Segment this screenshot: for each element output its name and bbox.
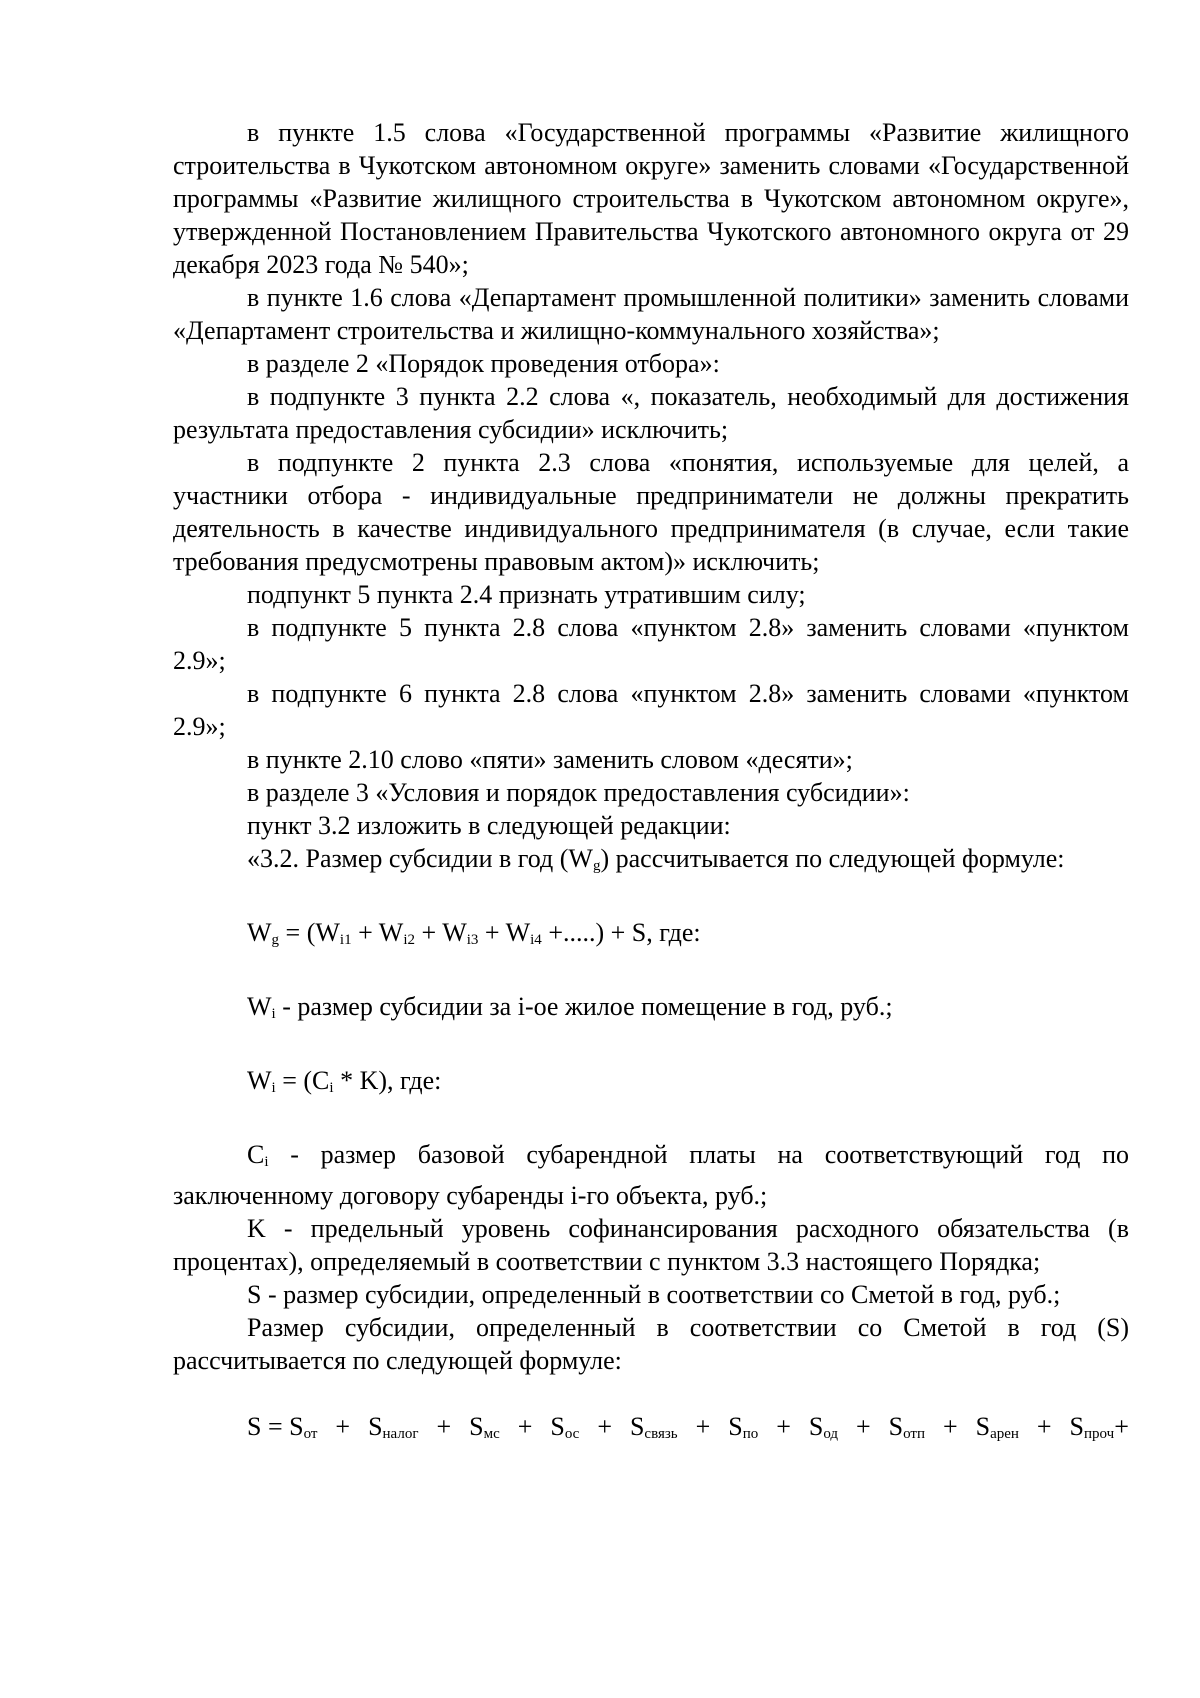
paragraph-2-8-sub5: в подпункте 5 пункта 2.8 слова «пунктом 2.8» заменить словами «пунктом 2.9»; bbox=[173, 613, 1129, 675]
formula-s-term: $S_{ос}$ bbox=[550, 1412, 580, 1442]
paragraph-2-8-sub6: в подпункте 6 пункта 2.8 слова «пунктом 2.8» заменить словами «пунктом 2.9»; bbox=[173, 679, 1129, 741]
formula-s-plus: + bbox=[695, 1412, 711, 1441]
formula-s-plus: + bbox=[436, 1412, 452, 1441]
formula-s-plus: + bbox=[517, 1412, 533, 1441]
paragraph-2-4: подпункт 5 пункта 2.4 признать утратившим силу; bbox=[247, 580, 806, 609]
definition-k: K - предельный уровень софинансирования расходного обязательства (в процентах), определяемый в соответствии с пунктом 3.3 настоящего Порядка; bbox=[173, 1214, 1129, 1276]
formula-s-term: $S_{по}$ bbox=[728, 1412, 759, 1442]
formula-s-term: $S_{од}$ bbox=[808, 1412, 839, 1442]
paragraph-3-2-text: «3.2. Размер субсидии в год $(W_g)$ рассчитывается по следующей формуле: bbox=[247, 844, 1065, 874]
formula-s-plus: + bbox=[597, 1412, 612, 1441]
formula-wg: $W_g = (W_{i1} + W_{i2} + W_{i3} + W_{i4}$ +.....) + S, где: bbox=[247, 918, 701, 948]
paragraph-section-2: в разделе 2 «Порядок проведения отбора»: bbox=[247, 349, 720, 378]
formula-wi: $W_i = (C_i * K)$, где: bbox=[247, 1066, 442, 1096]
paragraph-s-formula-intro: Размер субсидии, определенный в соответствии со Сметой в год (S) рассчитывается по следующей формуле: bbox=[173, 1313, 1129, 1375]
paragraph-2-3: в подпункте 2 пункта 2.3 слова «понятия, используемые для целей, а участники отбора - индивидуальные предприниматели не должны прекратить деятельность в качестве индивидуального предпринимателя (в случае, если такие требования предусмотрены правовым актом)» исключить; bbox=[173, 448, 1129, 576]
paragraph-2-10: в пункте 2.10 слово «пяти» заменить словом «десяти»; bbox=[247, 745, 853, 774]
formula-s-term: $S_{мс}$ bbox=[469, 1412, 500, 1442]
definition-s: S - размер субсидии, определенный в соответствии со Сметой в год, руб.; bbox=[247, 1280, 1061, 1309]
paragraph-3-2-intro: пункт 3.2 изложить в следующей редакции: bbox=[247, 811, 731, 840]
document-body bbox=[173, 116, 1129, 1451]
formula-s-plus: + bbox=[776, 1412, 791, 1441]
paragraph-2-2: в подпункте 3 пункта 2.2 слова «, показатель, необходимый для достижения результата предоставления субсидии» исключить; bbox=[173, 382, 1129, 444]
formula-s-plus: + bbox=[335, 1412, 351, 1441]
paragraph-1-6: в пункте 1.6 слова «Департамент промышленной политики» заменить словами «Департамент строительства и жилищно-коммунального хозяйства»; bbox=[173, 283, 1129, 345]
spacer bbox=[173, 1031, 1129, 1064]
formula-s-term: $S_{проч}+$ bbox=[1069, 1412, 1129, 1442]
formula-s-term: $S_{налог}$ bbox=[368, 1412, 419, 1442]
formula-s-term: $S_{отп}$ bbox=[888, 1412, 925, 1442]
paragraph-1-5: в пункте 1.5 слова «Государственной программы «Развитие жилищного строительства в Чукотском автономном округе» заменить словами «Государственной программы «Развитие жилищного строительства в Чукотском автономном округе», утвержденной Постановлением Правительства Чукотского автономного округа от 29 декабря 2023 года № 540»; bbox=[173, 118, 1129, 279]
formula-s-plus: + bbox=[942, 1412, 958, 1441]
formula-s-plus: + bbox=[1036, 1412, 1052, 1441]
paragraph-section-3: в разделе 3 «Условия и порядок предоставления субсидии»: bbox=[247, 778, 910, 807]
formula-s-term: $S_{связь}$ bbox=[629, 1412, 678, 1442]
definition-wi: $W_i$ - размер субсидии за i-ое жилое помещение в год, руб.; bbox=[247, 992, 893, 1022]
formula-s-term: $S_{арен}$ bbox=[975, 1412, 1019, 1442]
definition-ci: $C_i$ - размер базовой субарендной платы на соответствующий год по заключенному договору субаренды i-го объекта, руб.; bbox=[173, 1140, 1129, 1210]
spacer bbox=[173, 957, 1129, 990]
spacer bbox=[173, 1377, 1129, 1410]
formula-s bbox=[173, 1410, 1129, 1451]
formula-s-term: $S = S_{от}$ bbox=[247, 1412, 318, 1442]
spacer bbox=[173, 883, 1129, 916]
spacer bbox=[173, 1105, 1129, 1138]
formula-s-plus: + bbox=[856, 1412, 871, 1441]
